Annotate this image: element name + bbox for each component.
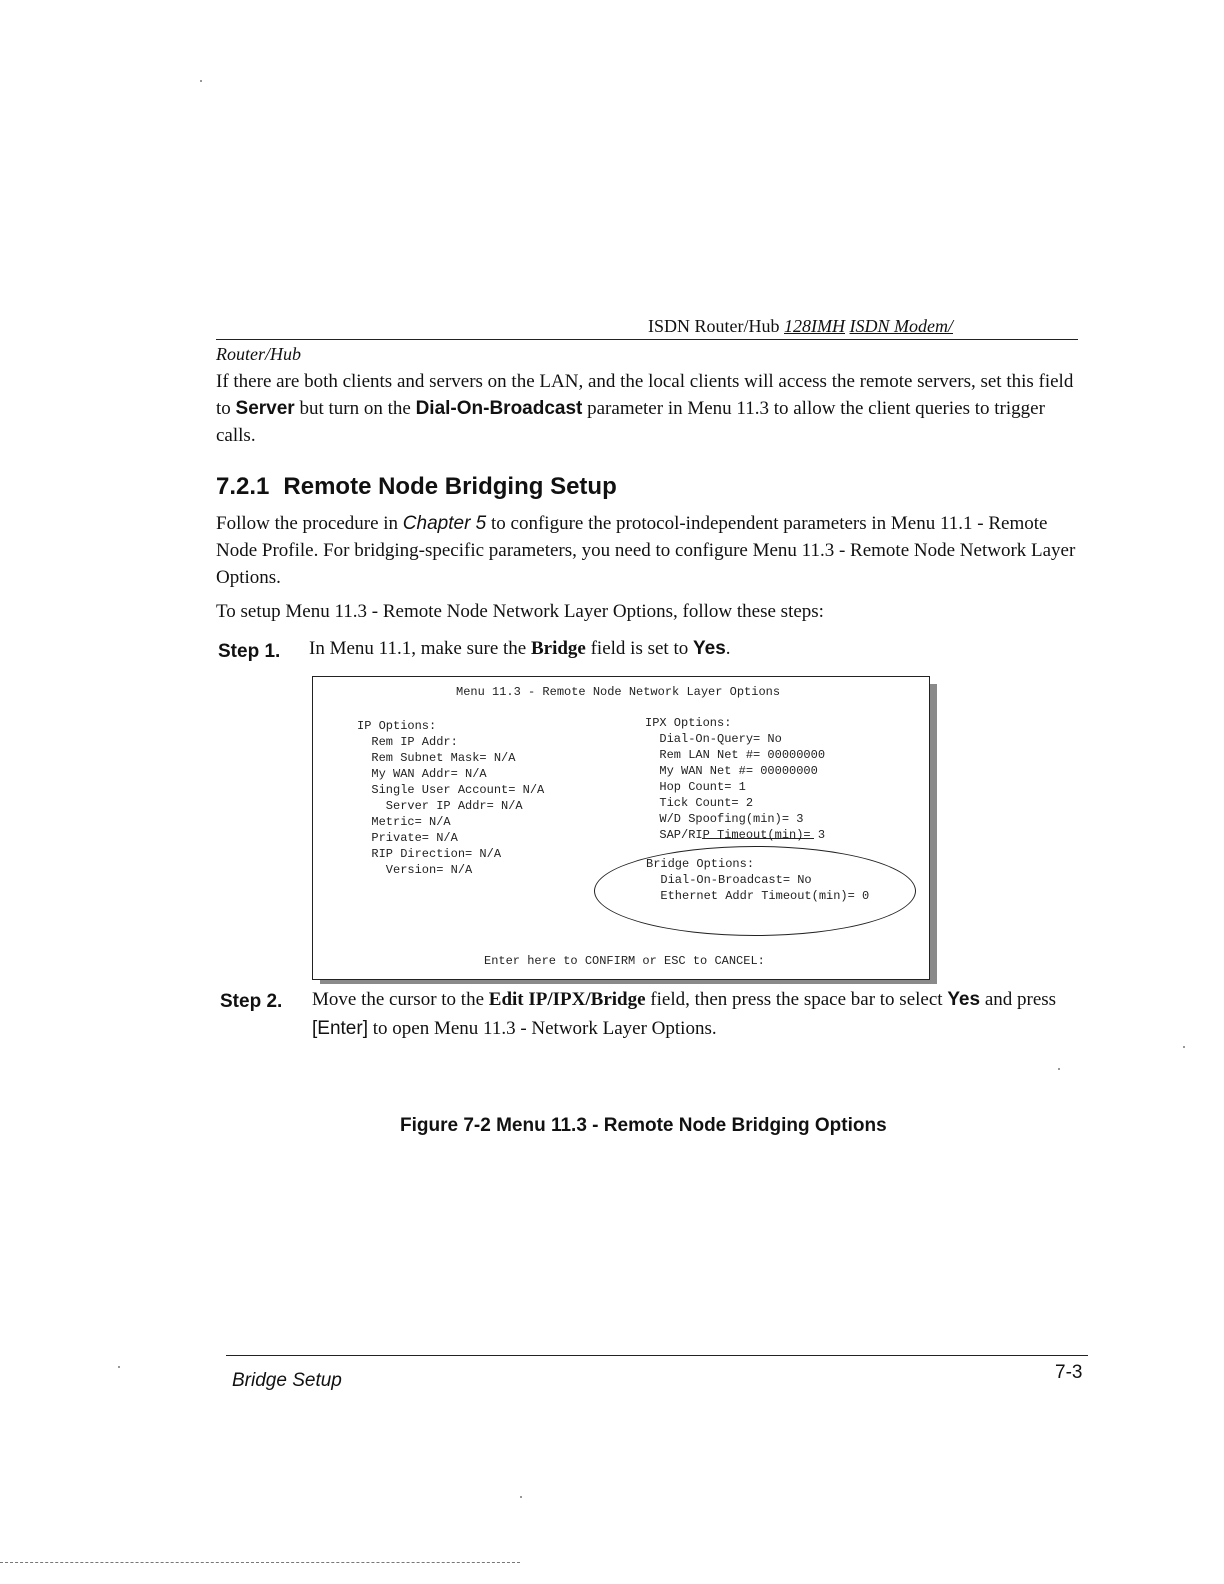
footer-page-number: 7-3 [1055, 1362, 1083, 1383]
chapter-reference: Chapter 5 [402, 513, 487, 534]
timeout-underline [702, 838, 814, 839]
step2-text-2: field, then press the space bar to select [645, 989, 948, 1010]
enter-key-label: [Enter] [312, 1018, 368, 1039]
scan-speck [520, 1496, 522, 1498]
step1-bold-bridge: Bridge [530, 638, 586, 659]
step2-text [312, 985, 1092, 1043]
step2-bold-edit-field: Edit IP/IPX/Bridge [488, 989, 646, 1010]
header-model: 128IMH [784, 316, 845, 336]
para1-bold-server: Server [235, 398, 295, 419]
step2-text-1: Move the cursor to the [312, 989, 489, 1010]
step2-text-4: to open Menu 11.3 - Network Layer Options. [367, 1018, 717, 1039]
footer-section-name: Bridge Setup [232, 1370, 342, 1391]
header-product: ISDN Router/Hub [648, 316, 780, 336]
scan-speck [118, 1366, 120, 1368]
step2-bold-yes: Yes [947, 989, 981, 1010]
para1-text-1: If there are both clients and servers on the LAN, and the local clients will access the remote servers, set this field to [216, 371, 1074, 419]
step1-text-3: . [725, 638, 731, 659]
scan-edge-line [0, 1562, 520, 1563]
ip-options-block: IP Options: Rem IP Addr: Rem Subnet Mask= N/A My WAN Addr= N/A Single User Account= N/A Server IP Addr= N/A Metric= N/A Private= N/A RIP Direction= N/A Version= N/A [357, 719, 545, 877]
menu-screen-prompt: Enter here to CONFIRM or ESC to CANCEL: [484, 954, 765, 968]
para1-text-3: parameter in Menu 11.3 to allow the client queries to trigger calls. [216, 398, 1045, 446]
step1-bold-yes: Yes [693, 638, 726, 659]
ipx-options-block: IPX Options: Dial-On-Query= No Rem LAN Net #= 00000000 My WAN Net #= 00000000 Hop Count= 1 Tick Count= 2 W/D Spoofing(min)= 3 SAP/RIP Timeout(min)= 3 [645, 716, 826, 842]
bridge-options-block: Bridge Options: Dial-On-Broadcast= No Ethernet Addr Timeout(min)= 0 [646, 857, 870, 903]
footer-rule [226, 1355, 1088, 1356]
step2-text-3: and press [980, 989, 1057, 1010]
step1-text [309, 638, 731, 660]
header-model-suffix: ISDN Modem/ [849, 316, 953, 336]
scan-speck [200, 80, 202, 82]
section-number: 7.2.1 [216, 473, 270, 500]
paragraph-steps-intro: To setup Menu 11.3 - Remote Node Network Layer Options, follow these steps: [216, 601, 824, 622]
scan-speck [1183, 1046, 1185, 1048]
figure-caption: Figure 7-2 Menu 11.3 - Remote Node Bridging Options [400, 1115, 887, 1136]
running-header [648, 316, 953, 337]
step1-label: Step 1. [218, 641, 281, 662]
header-continuation: Router/Hub [216, 344, 301, 364]
para2-text-1: Follow the procedure in [216, 513, 403, 534]
section-title: Remote Node Bridging Setup [283, 473, 617, 500]
header-rule [216, 339, 1078, 340]
para1-text-2: but turn on the [294, 398, 416, 419]
scan-speck [1058, 1068, 1060, 1070]
section-heading [216, 473, 617, 501]
step1-text-1: In Menu 11.1, make sure the [309, 638, 531, 659]
step2-label: Step 2. [220, 991, 283, 1012]
step1-text-2: field is set to [585, 638, 693, 659]
paragraph-server-field [216, 368, 1076, 449]
menu-screen-title: Menu 11.3 - Remote Node Network Layer Options [456, 685, 781, 699]
para2-text-2: to configure the protocol-independent parameters in Menu 11.1 - Remote Node Profile. For bridging-specific parameters, you need to configure Menu 11.3 - Remote Node Network Layer Options. [216, 513, 1076, 588]
paragraph-procedure [216, 510, 1076, 591]
para1-bold-dial-on-broadcast: Dial-On-Broadcast [415, 398, 583, 419]
